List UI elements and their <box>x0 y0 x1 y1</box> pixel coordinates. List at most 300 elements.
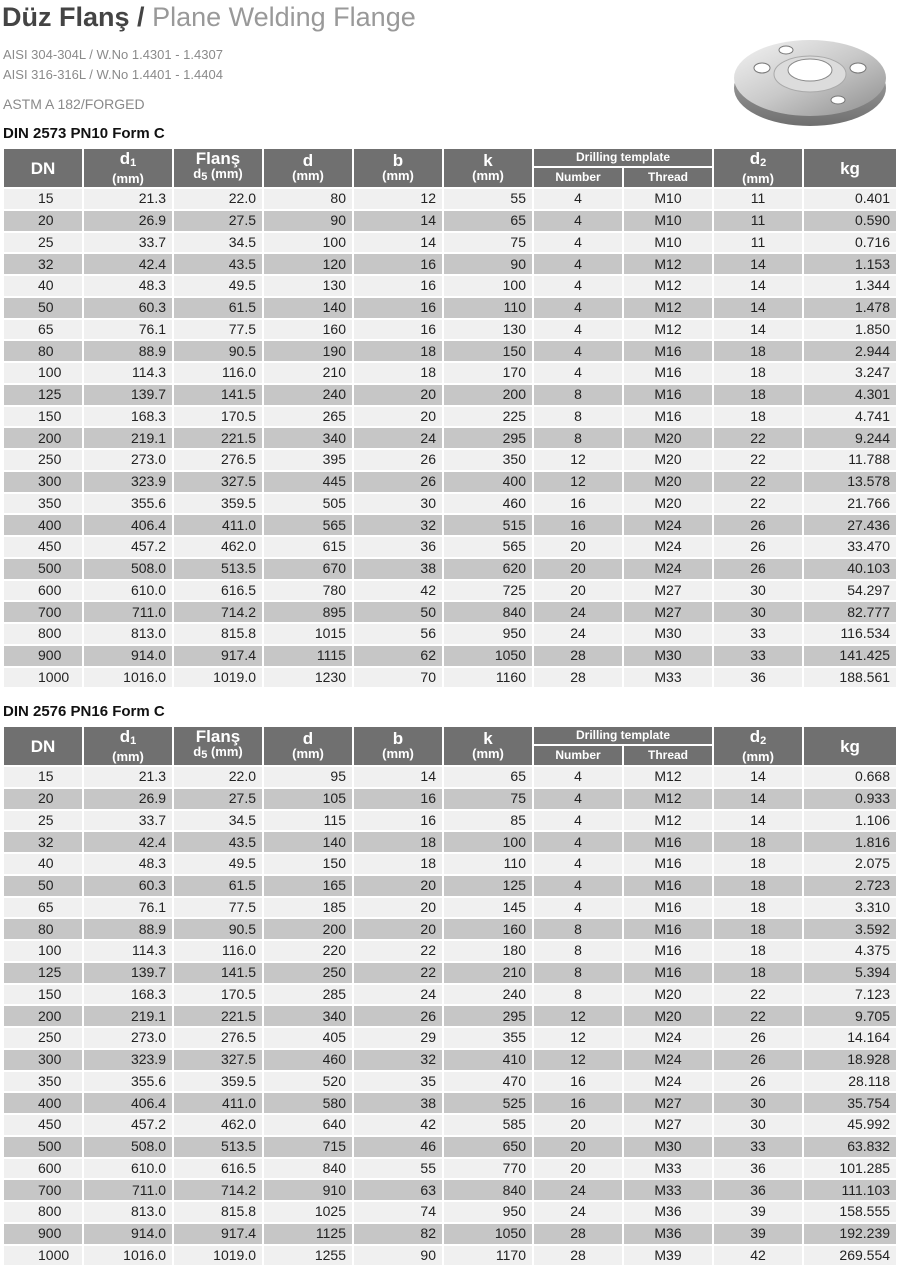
cell-kg: 11.788 <box>804 450 896 470</box>
cell-d2: 22 <box>714 472 802 492</box>
table-row <box>4 211 896 231</box>
cell-d1: 168.3 <box>84 407 172 427</box>
cell-bolt-number: 20 <box>534 1137 622 1157</box>
cell-bolt-number: 4 <box>534 211 622 231</box>
table1-title: DIN 2573 PN10 Form C <box>3 125 165 142</box>
cell-bolt-number: 4 <box>534 832 622 852</box>
cell-b: 16 <box>354 298 442 318</box>
cell-b: 56 <box>354 624 442 644</box>
cell-d5: 276.5 <box>174 1028 262 1048</box>
table-row <box>4 898 896 918</box>
cell-dn: 700 <box>4 1180 82 1200</box>
table-row <box>4 428 896 448</box>
cell-d: 80 <box>264 189 352 209</box>
cell-d: 185 <box>264 898 352 918</box>
cell-d: 565 <box>264 515 352 535</box>
table-row <box>4 1093 896 1113</box>
cell-d1: 48.3 <box>84 276 172 296</box>
cell-k: 400 <box>444 472 532 492</box>
cell-d2: 18 <box>714 385 802 405</box>
cell-d1: 355.6 <box>84 1072 172 1092</box>
cell-dn: 15 <box>4 767 82 787</box>
cell-kg: 188.561 <box>804 668 896 688</box>
cell-d2: 39 <box>714 1202 802 1222</box>
cell-kg: 0.933 <box>804 789 896 809</box>
cell-kg: 2.723 <box>804 876 896 896</box>
cell-dn: 450 <box>4 1115 82 1135</box>
cell-thread: M16 <box>624 941 712 961</box>
cell-d1: 33.7 <box>84 811 172 831</box>
cell-dn: 80 <box>4 341 82 361</box>
cell-d: 1230 <box>264 668 352 688</box>
cell-thread: M33 <box>624 1180 712 1200</box>
cell-bolt-number: 8 <box>534 428 622 448</box>
cell-d1: 26.9 <box>84 789 172 809</box>
cell-b: 20 <box>354 898 442 918</box>
col-d: d (mm) <box>264 149 352 187</box>
cell-k: 840 <box>444 602 532 622</box>
table-row <box>4 385 896 405</box>
col-b: b (mm) <box>354 727 442 765</box>
cell-d1: 813.0 <box>84 1202 172 1222</box>
cell-kg: 4.301 <box>804 385 896 405</box>
cell-b: 16 <box>354 254 442 274</box>
cell-b: 50 <box>354 602 442 622</box>
cell-d2: 14 <box>714 276 802 296</box>
cell-d1: 457.2 <box>84 1115 172 1135</box>
cell-d: 160 <box>264 320 352 340</box>
cell-kg: 0.668 <box>804 767 896 787</box>
cell-dn: 250 <box>4 1028 82 1048</box>
col-drilling-template: Drilling template <box>534 727 712 744</box>
cell-thread: M20 <box>624 472 712 492</box>
cell-k: 65 <box>444 211 532 231</box>
cell-d5: 462.0 <box>174 1115 262 1135</box>
cell-d1: 21.3 <box>84 767 172 787</box>
col-d2: $d_2$ (mm) <box>714 149 802 187</box>
table-row <box>4 407 896 427</box>
cell-b: 90 <box>354 1246 442 1266</box>
cell-d2: 26 <box>714 1072 802 1092</box>
cell-k: 200 <box>444 385 532 405</box>
cell-thread: M12 <box>624 320 712 340</box>
cell-d: 100 <box>264 233 352 253</box>
cell-k: 725 <box>444 581 532 601</box>
table-row <box>4 1115 896 1135</box>
cell-d: 95 <box>264 767 352 787</box>
cell-d: 190 <box>264 341 352 361</box>
table-row <box>4 341 896 361</box>
cell-b: 14 <box>354 233 442 253</box>
table-row <box>4 1159 896 1179</box>
table-row <box>4 581 896 601</box>
cell-thread: M16 <box>624 919 712 939</box>
cell-k: 145 <box>444 898 532 918</box>
table-row <box>4 472 896 492</box>
table-row <box>4 876 896 896</box>
cell-k: 110 <box>444 298 532 318</box>
cell-d5: 34.5 <box>174 811 262 831</box>
cell-dn: 65 <box>4 898 82 918</box>
cell-dn: 350 <box>4 1072 82 1092</box>
cell-d2: 18 <box>714 341 802 361</box>
cell-dn: 25 <box>4 811 82 831</box>
col-drilling-template: Drilling template <box>534 149 712 166</box>
cell-bolt-number: 4 <box>534 876 622 896</box>
cell-kg: 4.375 <box>804 941 896 961</box>
table-row <box>4 941 896 961</box>
cell-d5: 116.0 <box>174 363 262 383</box>
cell-d1: 60.3 <box>84 298 172 318</box>
cell-thread: M12 <box>624 811 712 831</box>
cell-d2: 26 <box>714 515 802 535</box>
cell-b: 14 <box>354 211 442 231</box>
cell-dn: 25 <box>4 233 82 253</box>
cell-d5: 1019.0 <box>174 668 262 688</box>
cell-thread: M16 <box>624 832 712 852</box>
cell-kg: 28.118 <box>804 1072 896 1092</box>
cell-kg: 3.592 <box>804 919 896 939</box>
table-row <box>4 919 896 939</box>
cell-b: 42 <box>354 581 442 601</box>
cell-dn: 32 <box>4 832 82 852</box>
cell-b: 24 <box>354 985 442 1005</box>
cell-d1: 711.0 <box>84 1180 172 1200</box>
cell-thread: M24 <box>624 1050 712 1070</box>
cell-kg: 18.928 <box>804 1050 896 1070</box>
cell-k: 55 <box>444 189 532 209</box>
cell-thread: M16 <box>624 341 712 361</box>
cell-thread: M10 <box>624 211 712 231</box>
cell-k: 210 <box>444 963 532 983</box>
table-row <box>4 494 896 514</box>
cell-dn: 15 <box>4 189 82 209</box>
cell-kg: 0.716 <box>804 233 896 253</box>
cell-d: 1025 <box>264 1202 352 1222</box>
cell-d1: 406.4 <box>84 515 172 535</box>
cell-d2: 14 <box>714 320 802 340</box>
cell-bolt-number: 4 <box>534 298 622 318</box>
cell-b: 14 <box>354 767 442 787</box>
cell-d5: 170.5 <box>174 985 262 1005</box>
cell-bolt-number: 12 <box>534 450 622 470</box>
cell-thread: M36 <box>624 1224 712 1244</box>
cell-d5: 34.5 <box>174 233 262 253</box>
cell-d: 405 <box>264 1028 352 1048</box>
cell-thread: M27 <box>624 581 712 601</box>
title-sub: Plane Welding Flange <box>152 2 416 32</box>
cell-kg: 9.705 <box>804 1006 896 1026</box>
col-d2: $d_2$ (mm) <box>714 727 802 765</box>
cell-b: 18 <box>354 832 442 852</box>
cell-d1: 76.1 <box>84 898 172 918</box>
cell-d1: 114.3 <box>84 363 172 383</box>
cell-d2: 14 <box>714 767 802 787</box>
table-row <box>4 1072 896 1092</box>
cell-k: 355 <box>444 1028 532 1048</box>
col-b: b (mm) <box>354 149 442 187</box>
cell-k: 460 <box>444 494 532 514</box>
cell-d1: 914.0 <box>84 1224 172 1244</box>
cell-d1: 711.0 <box>84 602 172 622</box>
cell-d: 780 <box>264 581 352 601</box>
cell-b: 82 <box>354 1224 442 1244</box>
cell-k: 100 <box>444 832 532 852</box>
cell-bolt-number: 24 <box>534 1180 622 1200</box>
cell-d5: 90.5 <box>174 341 262 361</box>
cell-thread: M10 <box>624 189 712 209</box>
flange-image <box>730 30 890 130</box>
cell-d5: 917.4 <box>174 646 262 666</box>
cell-d: 1255 <box>264 1246 352 1266</box>
cell-k: 1160 <box>444 668 532 688</box>
cell-dn: 700 <box>4 602 82 622</box>
cell-bolt-number: 8 <box>534 985 622 1005</box>
cell-thread: M10 <box>624 233 712 253</box>
cell-d: 165 <box>264 876 352 896</box>
cell-d5: 221.5 <box>174 1006 262 1026</box>
cell-b: 20 <box>354 385 442 405</box>
cell-thread: M27 <box>624 602 712 622</box>
cell-b: 55 <box>354 1159 442 1179</box>
cell-d5: 815.8 <box>174 624 262 644</box>
cell-k: 1050 <box>444 646 532 666</box>
cell-dn: 20 <box>4 789 82 809</box>
cell-thread: M12 <box>624 276 712 296</box>
cell-d5: 49.5 <box>174 854 262 874</box>
cell-kg: 27.436 <box>804 515 896 535</box>
cell-b: 74 <box>354 1202 442 1222</box>
cell-d2: 42 <box>714 1246 802 1266</box>
cell-dn: 900 <box>4 1224 82 1244</box>
table-row <box>4 1224 896 1244</box>
cell-d1: 508.0 <box>84 559 172 579</box>
cell-d5: 327.5 <box>174 1050 262 1070</box>
cell-d2: 18 <box>714 407 802 427</box>
cell-thread: M20 <box>624 494 712 514</box>
cell-dn: 400 <box>4 1093 82 1113</box>
table-row <box>4 559 896 579</box>
cell-d2: 33 <box>714 624 802 644</box>
cell-d: 200 <box>264 919 352 939</box>
cell-k: 470 <box>444 1072 532 1092</box>
cell-dn: 200 <box>4 428 82 448</box>
cell-dn: 20 <box>4 211 82 231</box>
cell-d1: 33.7 <box>84 233 172 253</box>
cell-kg: 5.394 <box>804 963 896 983</box>
col-dn: DN <box>4 149 82 187</box>
cell-d: 505 <box>264 494 352 514</box>
cell-d2: 22 <box>714 450 802 470</box>
cell-d5: 27.5 <box>174 789 262 809</box>
cell-d2: 39 <box>714 1224 802 1244</box>
cell-k: 110 <box>444 854 532 874</box>
cell-d: 240 <box>264 385 352 405</box>
cell-d: 895 <box>264 602 352 622</box>
cell-thread: M12 <box>624 254 712 274</box>
cell-d: 340 <box>264 428 352 448</box>
cell-d2: 18 <box>714 876 802 896</box>
cell-d1: 60.3 <box>84 876 172 896</box>
cell-kg: 1.816 <box>804 832 896 852</box>
cell-d1: 323.9 <box>84 472 172 492</box>
cell-kg: 63.832 <box>804 1137 896 1157</box>
table-row <box>4 963 896 983</box>
cell-b: 35 <box>354 1072 442 1092</box>
cell-d5: 77.5 <box>174 898 262 918</box>
cell-d2: 26 <box>714 537 802 557</box>
cell-d: 1125 <box>264 1224 352 1244</box>
cell-dn: 50 <box>4 298 82 318</box>
cell-d5: 714.2 <box>174 602 262 622</box>
cell-thread: M33 <box>624 668 712 688</box>
cell-k: 515 <box>444 515 532 535</box>
cell-d2: 18 <box>714 963 802 983</box>
cell-d1: 323.9 <box>84 1050 172 1070</box>
cell-d5: 141.5 <box>174 963 262 983</box>
cell-k: 295 <box>444 1006 532 1026</box>
cell-k: 150 <box>444 341 532 361</box>
cell-thread: M30 <box>624 1137 712 1157</box>
cell-b: 32 <box>354 515 442 535</box>
cell-kg: 21.766 <box>804 494 896 514</box>
cell-thread: M16 <box>624 963 712 983</box>
cell-kg: 111.103 <box>804 1180 896 1200</box>
cell-d1: 219.1 <box>84 428 172 448</box>
cell-d1: 88.9 <box>84 341 172 361</box>
table-row <box>4 668 896 688</box>
cell-dn: 350 <box>4 494 82 514</box>
cell-bolt-number: 8 <box>534 963 622 983</box>
table-row <box>4 811 896 831</box>
cell-d1: 139.7 <box>84 963 172 983</box>
cell-bolt-number: 28 <box>534 1224 622 1244</box>
cell-b: 62 <box>354 646 442 666</box>
cell-b: 20 <box>354 919 442 939</box>
cell-d: 640 <box>264 1115 352 1135</box>
cell-thread: M16 <box>624 363 712 383</box>
cell-d5: 815.8 <box>174 1202 262 1222</box>
cell-k: 840 <box>444 1180 532 1200</box>
cell-d1: 406.4 <box>84 1093 172 1113</box>
cell-d2: 18 <box>714 832 802 852</box>
cell-d5: 513.5 <box>174 1137 262 1157</box>
cell-thread: M20 <box>624 428 712 448</box>
table-row <box>4 233 896 253</box>
cell-d5: 359.5 <box>174 1072 262 1092</box>
col-k: k (mm) <box>444 727 532 765</box>
cell-d: 395 <box>264 450 352 470</box>
cell-d: 210 <box>264 363 352 383</box>
cell-d5: 22.0 <box>174 767 262 787</box>
cell-dn: 300 <box>4 1050 82 1070</box>
cell-d2: 18 <box>714 854 802 874</box>
cell-dn: 800 <box>4 624 82 644</box>
cell-bolt-number: 12 <box>534 1050 622 1070</box>
cell-k: 350 <box>444 450 532 470</box>
cell-d2: 14 <box>714 811 802 831</box>
cell-b: 18 <box>354 341 442 361</box>
cell-k: 180 <box>444 941 532 961</box>
cell-bolt-number: 16 <box>534 515 622 535</box>
cell-kg: 2.944 <box>804 341 896 361</box>
cell-d1: 26.9 <box>84 211 172 231</box>
cell-b: 26 <box>354 450 442 470</box>
cell-b: 32 <box>354 1050 442 1070</box>
cell-d2: 26 <box>714 1028 802 1048</box>
cell-k: 1050 <box>444 1224 532 1244</box>
table-row <box>4 450 896 470</box>
cell-kg: 54.297 <box>804 581 896 601</box>
cell-d: 1115 <box>264 646 352 666</box>
cell-k: 620 <box>444 559 532 579</box>
cell-d5: 43.5 <box>174 254 262 274</box>
cell-thread: M12 <box>624 789 712 809</box>
spec-line-2: AISI 316-316L / W.No 1.4401 - 1.4404 <box>3 67 223 82</box>
cell-d5: 411.0 <box>174 1093 262 1113</box>
cell-d5: 141.5 <box>174 385 262 405</box>
cell-d2: 30 <box>714 581 802 601</box>
cell-dn: 32 <box>4 254 82 274</box>
cell-bolt-number: 4 <box>534 811 622 831</box>
cell-kg: 141.425 <box>804 646 896 666</box>
cell-b: 38 <box>354 559 442 579</box>
col-thread: Thread <box>624 168 712 187</box>
table-row <box>4 832 896 852</box>
cell-d: 840 <box>264 1159 352 1179</box>
cell-d5: 327.5 <box>174 472 262 492</box>
cell-b: 16 <box>354 276 442 296</box>
cell-b: 20 <box>354 876 442 896</box>
col-d1: $d_1$ (mm) <box>84 149 172 187</box>
cell-d1: 355.6 <box>84 494 172 514</box>
cell-d1: 610.0 <box>84 581 172 601</box>
table-row <box>4 1246 896 1266</box>
table-row <box>4 602 896 622</box>
cell-dn: 500 <box>4 1137 82 1157</box>
cell-kg: 4.741 <box>804 407 896 427</box>
col-kg: kg <box>804 149 896 187</box>
table-row <box>4 298 896 318</box>
cell-thread: M16 <box>624 407 712 427</box>
cell-b: 46 <box>354 1137 442 1157</box>
cell-k: 125 <box>444 876 532 896</box>
cell-kg: 1.850 <box>804 320 896 340</box>
col-kg: kg <box>804 727 896 765</box>
page-title <box>2 0 416 34</box>
cell-dn: 150 <box>4 407 82 427</box>
cell-d2: 22 <box>714 494 802 514</box>
cell-d2: 36 <box>714 668 802 688</box>
cell-d: 580 <box>264 1093 352 1113</box>
cell-bolt-number: 28 <box>534 668 622 688</box>
cell-d2: 18 <box>714 363 802 383</box>
cell-d1: 76.1 <box>84 320 172 340</box>
cell-d2: 11 <box>714 211 802 231</box>
cell-bolt-number: 4 <box>534 854 622 874</box>
cell-d: 1015 <box>264 624 352 644</box>
table-row <box>4 1137 896 1157</box>
cell-thread: M39 <box>624 1246 712 1266</box>
table-row <box>4 254 896 274</box>
cell-k: 410 <box>444 1050 532 1070</box>
cell-dn: 125 <box>4 963 82 983</box>
table-row <box>4 1028 896 1048</box>
cell-d2: 30 <box>714 1115 802 1135</box>
cell-b: 63 <box>354 1180 442 1200</box>
cell-dn: 600 <box>4 1159 82 1179</box>
cell-dn: 200 <box>4 1006 82 1026</box>
